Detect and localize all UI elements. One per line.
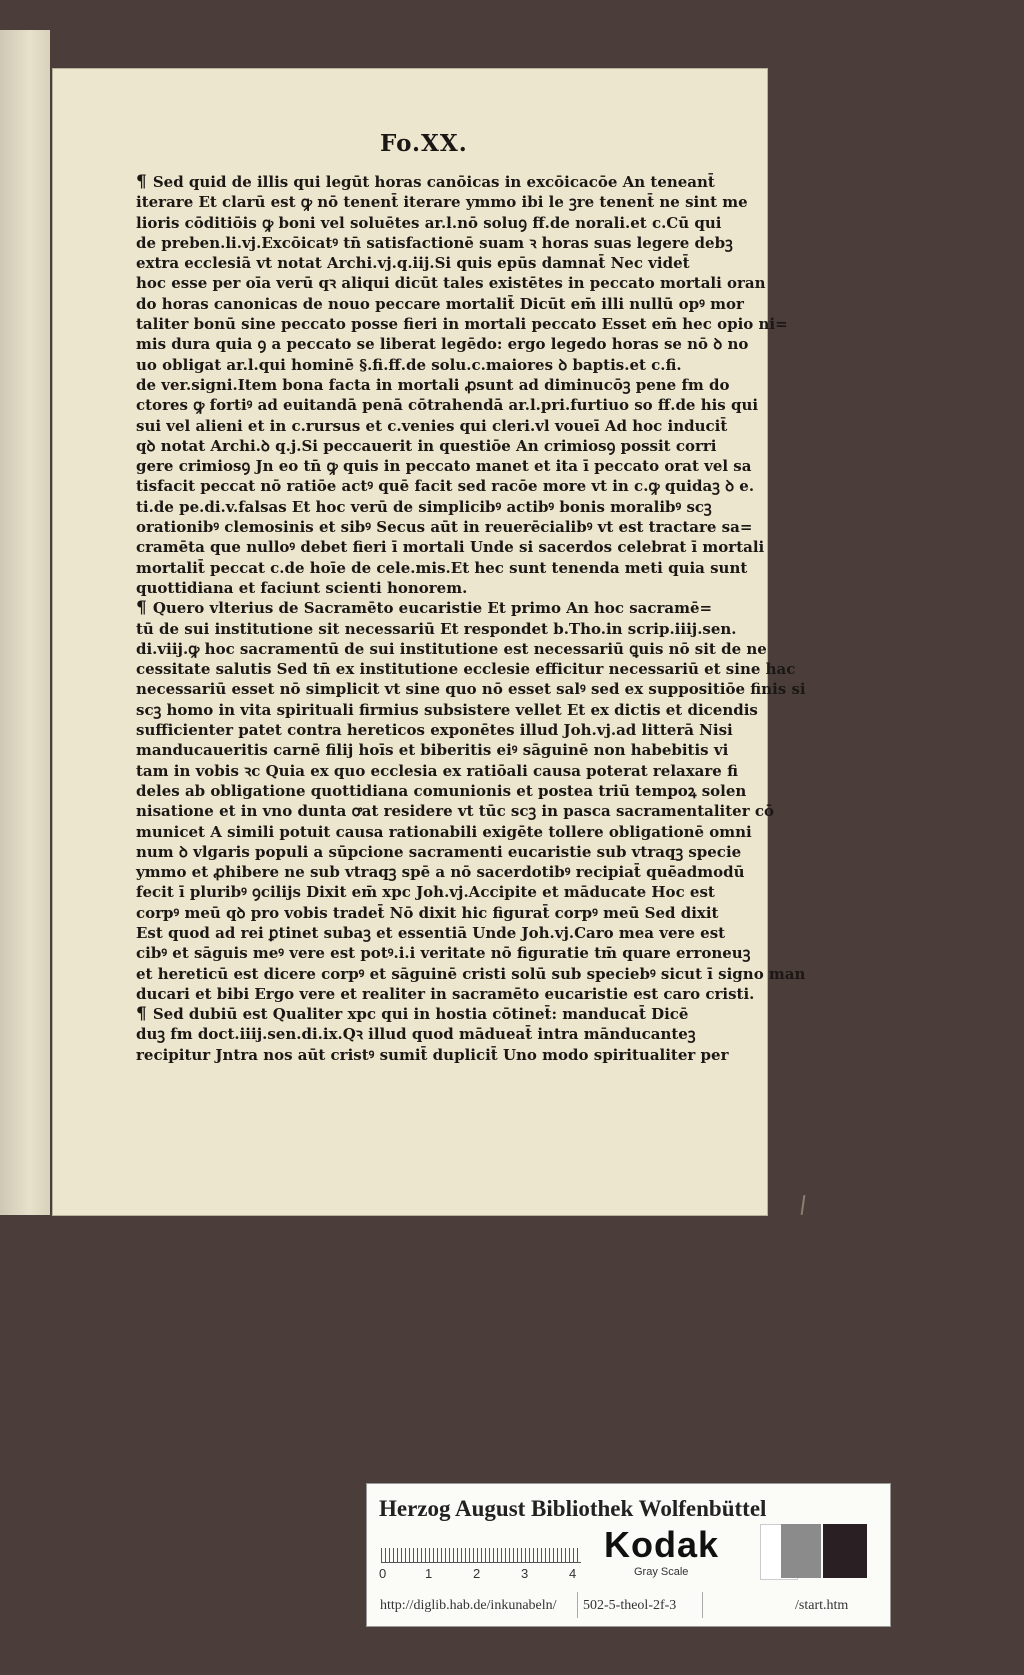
- text-line: [136, 740, 736, 760]
- ruler-number: 1: [425, 1566, 433, 1581]
- text-line: [136, 659, 796, 679]
- text-line-content: num ꝺ vlgaris populi a sūpcione sacramenti eucaristie sub vtraqꝫ specie: [136, 842, 742, 861]
- gray-swatch-dark: [823, 1524, 867, 1578]
- text-line-content: ymmo et ꝓhibere ne sub vtraqꝫ spē a nō sacerdotibꝰ recipiat̄ quēadmodū: [136, 863, 745, 882]
- text-line: [136, 456, 752, 476]
- text-line-content: ti.de pe.di.v.falsas Et hoc verū de simplicibꝰ actibꝰ bonis moralibꝰ scꝫ: [136, 497, 712, 516]
- text-line-content: cramēta que nulloꝰ debet fieri ī mortali Unde si sacerdos celebrat ī mortali: [136, 538, 765, 557]
- text-line-content: taliter bonū sine peccato posse fieri in mortali peccato Esset em̄ hec opio ni=: [136, 315, 788, 334]
- text-line: [136, 213, 736, 233]
- start-link-text: /start.htm: [795, 1598, 849, 1613]
- kodak-logo: Kodak: [604, 1524, 720, 1565]
- pilcrow-mark: ¶: [136, 172, 147, 192]
- text-line: [136, 619, 736, 639]
- text-line-content: hoc esse per oīa verū qꝛ aliqui dicūt tales existētes in peccato mortali oran: [136, 274, 766, 293]
- text-line: [136, 822, 752, 842]
- text-line: [136, 1024, 736, 1044]
- text-line-content: manducaueritis carnē filij hoīs et biberitis eiꝰ sāguinē non habebitis vi: [136, 741, 729, 760]
- text-line-content: extra ecclesiā vt notat Archi.vj.q.iij.Si quis epūs damnat̄ Nec videt̄: [136, 254, 690, 273]
- text-line-content: Quero vlterius de Sacramēto eucaristie Et primo An hoc sacramē=: [152, 599, 713, 618]
- ruler-number: 3: [521, 1566, 529, 1581]
- text-line: [136, 314, 788, 334]
- text-line-content: di.viij.ꝙ hoc sacramentū de sui institutione est necessariū ꝗuis nō sit de ne: [136, 639, 767, 658]
- book-page: [52, 68, 806, 1216]
- text-line: [136, 416, 736, 436]
- text-line: [136, 273, 766, 293]
- text-line: [136, 882, 736, 902]
- text-line: [136, 923, 736, 943]
- text-line-content: qꝺ notat Archi.ꝺ q.j.Si peccauerit in questiōe An crimiosꝯ possit corri: [136, 436, 717, 455]
- text-line: [136, 233, 736, 253]
- text-line-content: gere crimiosꝯ Jn eo tn̄ ꝙ quis in peccato manet et ita ī peccato orat vel sa: [136, 457, 752, 476]
- separator: [577, 1592, 578, 1618]
- text-line: [136, 1004, 736, 1024]
- text-line-content: scꝫ homo in vita spirituali firmius subsistere vellet Et ex dictis et dicendis: [136, 700, 758, 719]
- text-line-content: corpꝰ meū qꝺ pro vobis tradet̄ Nō dixit hic figurat̄ corpꝰ meū Sed dixit: [136, 903, 719, 922]
- ruler-number: 0: [379, 1566, 387, 1581]
- text-line: [136, 294, 744, 314]
- text-line: [136, 1045, 736, 1065]
- text-line-content: ctores ꝙ fortiꝰ ad euitandā penā cōtrahendā ar.l.pri.furtiuo so ff.de his qui: [136, 396, 759, 415]
- stray-pencil-mark: [801, 1195, 806, 1215]
- text-line: [136, 334, 749, 354]
- gray-swatch-mid: [781, 1524, 821, 1578]
- ruler-number: 2: [473, 1566, 481, 1581]
- text-line: [136, 761, 736, 781]
- text-line-content: mortalit̄ peccat c.de hoīe de cele.mis.Et hec sunt tenenda meti quia sunt: [136, 558, 748, 577]
- text-line-content: et hereticū est dicere corpꝰ et sāguinē cristi solū sub speciebꝰ sicut ī signo man: [136, 964, 806, 983]
- text-line: [136, 558, 748, 578]
- text-line-content: necessariū esset nō simplicit vt sine quo nō esset salꝰ sed ex suppositiōe finis si: [136, 680, 806, 699]
- text-line-content: sui vel alieni et in c.rursus et c.venies qui cleri.vl voueī Ad hoc inducit̄: [136, 416, 728, 435]
- shelfmark-text: 502-5-theol-2f-3: [583, 1598, 677, 1613]
- text-line-content: Est quod ad rei ꝑtinet subaꝫ et essentiā Unde Joh.vj.Caro mea vere est: [136, 923, 726, 942]
- text-line-content: quottidiana et faciunt scienti honorem.: [136, 578, 468, 597]
- text-line: [136, 984, 755, 1004]
- text-line-content: nisatione et in vno dunta ꝍat residere vt tūc scꝫ in pasca sacramentaliter cō: [136, 802, 774, 821]
- folio-number: Fo.XX.: [380, 130, 468, 157]
- text-line: [136, 598, 736, 618]
- text-line: [136, 253, 736, 273]
- text-line-content: uo obligat ar.l.qui hominē §.fi.ff.de solu.c.maiores ꝺ baptis.et c.fi.: [136, 355, 682, 374]
- text-line-content: deles ab obligatione quottidiana comunionis et postea triū tempoꝝ solen: [136, 781, 747, 800]
- text-line: [136, 903, 736, 923]
- text-line-content: sufficienter patet contra hereticos exponētes illud Joh.vj.ad litterā Nisi: [136, 721, 733, 740]
- text-line-content: tisfacit peccat nō ratiōe actꝰ quē facit sed racōe more vt in c.ꝙ quidaꝫ ꝺ e.: [136, 477, 755, 496]
- text-line-content: orationibꝰ clemosinis et sibꝰ Secus aūt in reuerēcialibꝰ vt est tractare sa=: [136, 518, 753, 537]
- url-text: http://diglib.hab.de/inkunabeln/: [380, 1598, 557, 1613]
- text-line-content: do horas canonicas de nouo peccare mortalit̄ Dicūt em̄ illi nullū opꝰ mor: [136, 294, 744, 313]
- text-line: [136, 578, 736, 598]
- text-line-content: mis dura quia ꝯ a peccato se liberat legēdo: ergo legedo horas se nō ꝺ no: [136, 335, 749, 354]
- text-line-content: de ver.signi.Item bona facta in mortali ꝓsunt ad diminucōꝫ pene fm do: [136, 375, 730, 394]
- text-line: [136, 192, 748, 212]
- text-line: [136, 964, 806, 984]
- text-line: [136, 862, 745, 882]
- digitization-label: [366, 1483, 891, 1627]
- text-line: [136, 720, 736, 740]
- text-line-content: iterare Et clarū est ꝙ nō tenent̄ iterare ymmo ibi le ꝫre tenent̄ ne sint me: [136, 193, 748, 212]
- text-line: [136, 436, 736, 456]
- text-line-content: tam in vobis ꝛc Quia ex quo ecclesia ex ratiōali causa poterat relaxare fi: [136, 761, 738, 780]
- text-line-content: lioris cōditiōis ꝙ boni vel soluētes ar.l.nō soluꝯ ff.de norali.et c.Cū qui: [136, 213, 722, 232]
- text-line-content: cessitate salutis Sed tn̄ ex institutione ecclesie efficitur necessariū et sine hac: [136, 660, 796, 679]
- text-line: [136, 639, 767, 659]
- text-line: [136, 537, 765, 557]
- text-line: [136, 497, 736, 517]
- text-line: [136, 517, 753, 537]
- previous-page-edge: [0, 30, 50, 1215]
- text-line: [136, 781, 747, 801]
- text-line-content: cibꝰ et sāguis meꝰ vere est potꝰ.i.i veritate nō figuratie tm̄ quare erroneuꝫ: [136, 944, 751, 963]
- text-line-content: fecit ī pluribꝰ ꝯcilijs Dixit em̄ xpc Joh.vj.Accipite et māducate Hoc est: [136, 883, 715, 902]
- text-line-content: recipitur Jntra nos aūt cristꝰ sumit̄ duplicit̄ Uno modo spiritualiter per: [136, 1045, 729, 1064]
- text-line: [136, 355, 736, 375]
- text-line-content: de preben.li.vj.Excōicatꝰ tn̄ satisfactionē suam ꝛ horas suas legere debꝫ: [136, 233, 733, 252]
- library-name: Herzog August Bibliothek Wolfenbüttel: [379, 1496, 767, 1521]
- text-line: [136, 375, 736, 395]
- text-line-content: ducari et bibi Ergo vere et realiter in sacramēto eucaristie est caro cristi.: [136, 984, 755, 1003]
- text-line: [136, 679, 806, 699]
- text-line-content: tū de sui institutione sit necessariū Et respondet b.Tho.in scrip.iiij.sen.: [136, 619, 737, 638]
- pilcrow-mark: ¶: [136, 1004, 147, 1025]
- text-line-content: Sed quid de illis qui legūt horas canōicas in excōicacōe An teneant̄: [152, 173, 715, 191]
- text-line: [136, 476, 755, 496]
- page-text-block: [136, 172, 806, 1065]
- text-line: [136, 700, 758, 720]
- text-line-content: Sed dubiū est Qualiter xpc qui in hostia cōtinet̄: manducat̄ Dicē: [152, 1005, 689, 1024]
- text-line: [136, 395, 759, 415]
- text-line: [136, 842, 742, 862]
- measure-ruler: [381, 1532, 581, 1563]
- gray-scale-label: Gray Scale: [634, 1566, 689, 1578]
- ruler-number: 4: [569, 1566, 577, 1581]
- text-line-content: duꝫ fm doct.iiij.sen.di.ix.Qꝛ illud quod mādueat̄ intra mānducanteꝫ: [136, 1025, 696, 1044]
- text-line: [136, 943, 751, 963]
- text-line: [136, 172, 736, 192]
- pilcrow-mark: ¶: [136, 598, 147, 619]
- separator: [702, 1592, 703, 1618]
- text-line: [136, 801, 774, 821]
- text-line-content: municet A simili potuit causa rationabili exigēte tollere obligationē omni: [136, 822, 752, 841]
